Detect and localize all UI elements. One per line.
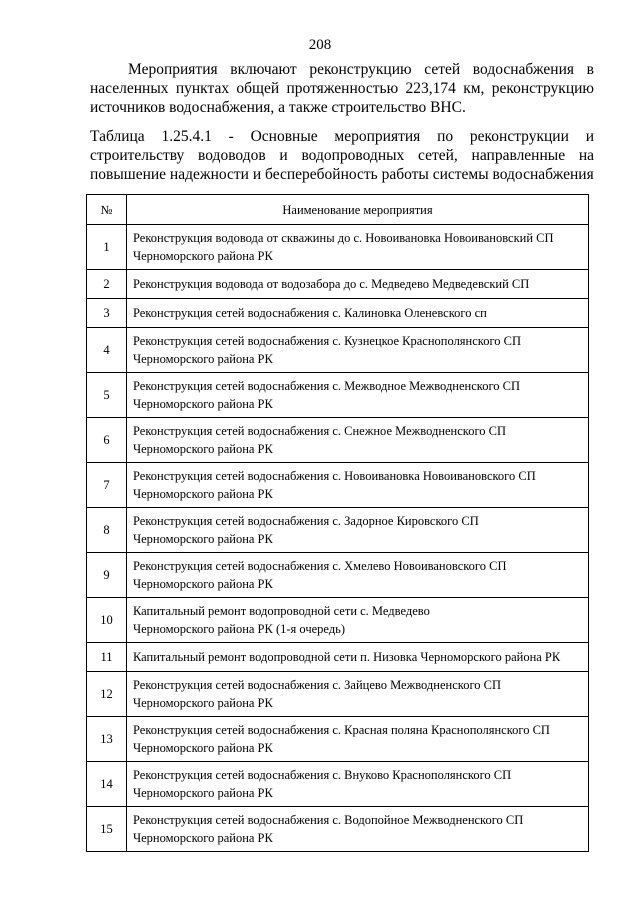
row-name: Реконструкция сетей водоснабжения с. Калиновка Оленевского сп (127, 299, 589, 328)
row-name-line1: Капитальный ремонт водопроводной сети с. Медведево (133, 604, 430, 618)
row-name (127, 762, 589, 807)
intro-paragraph: Мероприятия включают реконструкцию сетей водоснабжения в населенных пунктах общей протяженностью 223,174 км, реконструкцию источников водоснабжения, а также строительство ВНС. (90, 61, 594, 116)
measures-table (86, 194, 589, 852)
row-number: 10 (87, 598, 127, 643)
row-name: Реконструкция водовода от водозабора до с. Медведево Медведевский СП (127, 270, 589, 299)
row-name-line2: Черноморского района РК (1-я очередь) (133, 622, 346, 636)
row-name-line1: Реконструкция сетей водоснабжения с. Красная поляна Краснополянского СП (133, 723, 550, 737)
table-row (87, 270, 589, 299)
row-name (127, 463, 589, 508)
row-name (127, 418, 589, 463)
row-number: 4 (87, 328, 127, 373)
row-name (127, 807, 589, 852)
row-name-line2: Черноморского района РК (133, 696, 273, 710)
row-number: 14 (87, 762, 127, 807)
row-name (127, 508, 589, 553)
row-name-line2: Черноморского района РК (133, 487, 273, 501)
row-number: 8 (87, 508, 127, 553)
row-name (127, 598, 589, 643)
row-name-line2: Черноморского района РК (133, 249, 273, 263)
row-name-line2: Черноморского района РК (133, 532, 273, 546)
table-row (87, 328, 589, 373)
row-number: 3 (87, 299, 127, 328)
row-name-line1: Реконструкция сетей водоснабжения с. Снежное Межводненского СП (133, 424, 507, 438)
row-name-line1: Реконструкция сетей водоснабжения с. Новоивановка Новоивановского СП (133, 469, 536, 483)
row-name-line1: Реконструкция сетей водоснабжения с. Водопойное Межводненского СП (133, 813, 524, 827)
row-name-line2: Черноморского района РК (133, 831, 273, 845)
table-row (87, 508, 589, 553)
row-name (127, 672, 589, 717)
row-name (127, 225, 589, 270)
row-number: 13 (87, 717, 127, 762)
table-row (87, 717, 589, 762)
row-name-line2: Черноморского района РК (133, 577, 273, 591)
row-name-line2: Черноморского района РК (133, 397, 273, 411)
table-row (87, 225, 589, 270)
table-row (87, 807, 589, 852)
table-row (87, 598, 589, 643)
row-number: 5 (87, 373, 127, 418)
table-caption: Таблица 1.25.4.1 - Основные мероприятия по реконструкции и строительству водоводов и водопроводных сетей, направленные на повышение надежности и бесперебойность работы системы водоснабжения (90, 128, 594, 183)
row-name (127, 328, 589, 373)
row-name: Капитальный ремонт водопроводной сети п. Низовка Черноморского района РК (127, 643, 589, 672)
table-row (87, 643, 589, 672)
row-name-line2: Черноморского района РК (133, 741, 273, 755)
table-row (87, 762, 589, 807)
row-name-line2: Черноморского района РК (133, 786, 273, 800)
page-number: 208 (308, 37, 332, 53)
row-name-line1: Реконструкция водовода от скважины до с. Новоивановка Новоивановский СП (133, 231, 554, 245)
row-name-line1: Реконструкция сетей водоснабжения с. Межводное Межводненского СП (133, 379, 521, 393)
row-name-line2: Черноморского района РК (133, 442, 273, 456)
row-number: 11 (87, 643, 127, 672)
row-name-line1: Реконструкция сетей водоснабжения с. Кузнецкое Краснополянского СП (133, 334, 522, 348)
row-name-line1: Реконструкция сетей водоснабжения с. Задорное Кировского СП (133, 514, 479, 528)
row-number: 1 (87, 225, 127, 270)
row-name-line2: Черноморского района РК (133, 352, 273, 366)
row-name (127, 553, 589, 598)
row-name (127, 373, 589, 418)
row-number: 15 (87, 807, 127, 852)
table-row (87, 463, 589, 508)
row-number: 6 (87, 418, 127, 463)
row-number: 7 (87, 463, 127, 508)
table-row (87, 672, 589, 717)
table-header-row (87, 195, 589, 225)
row-name-line1: Реконструкция сетей водоснабжения с. Внуково Краснополянского СП (133, 768, 512, 782)
column-header-number: № (87, 195, 127, 225)
row-number: 9 (87, 553, 127, 598)
table-row (87, 418, 589, 463)
table-row (87, 299, 589, 328)
column-header-name: Наименование мероприятия (127, 195, 589, 225)
row-number: 12 (87, 672, 127, 717)
row-number: 2 (87, 270, 127, 299)
table-row (87, 553, 589, 598)
table-row (87, 373, 589, 418)
row-name (127, 717, 589, 762)
row-name-line1: Реконструкция сетей водоснабжения с. Зайцево Межводненского СП (133, 678, 501, 692)
row-name-line1: Реконструкция сетей водоснабжения с. Хмелево Новоивановского СП (133, 559, 507, 573)
